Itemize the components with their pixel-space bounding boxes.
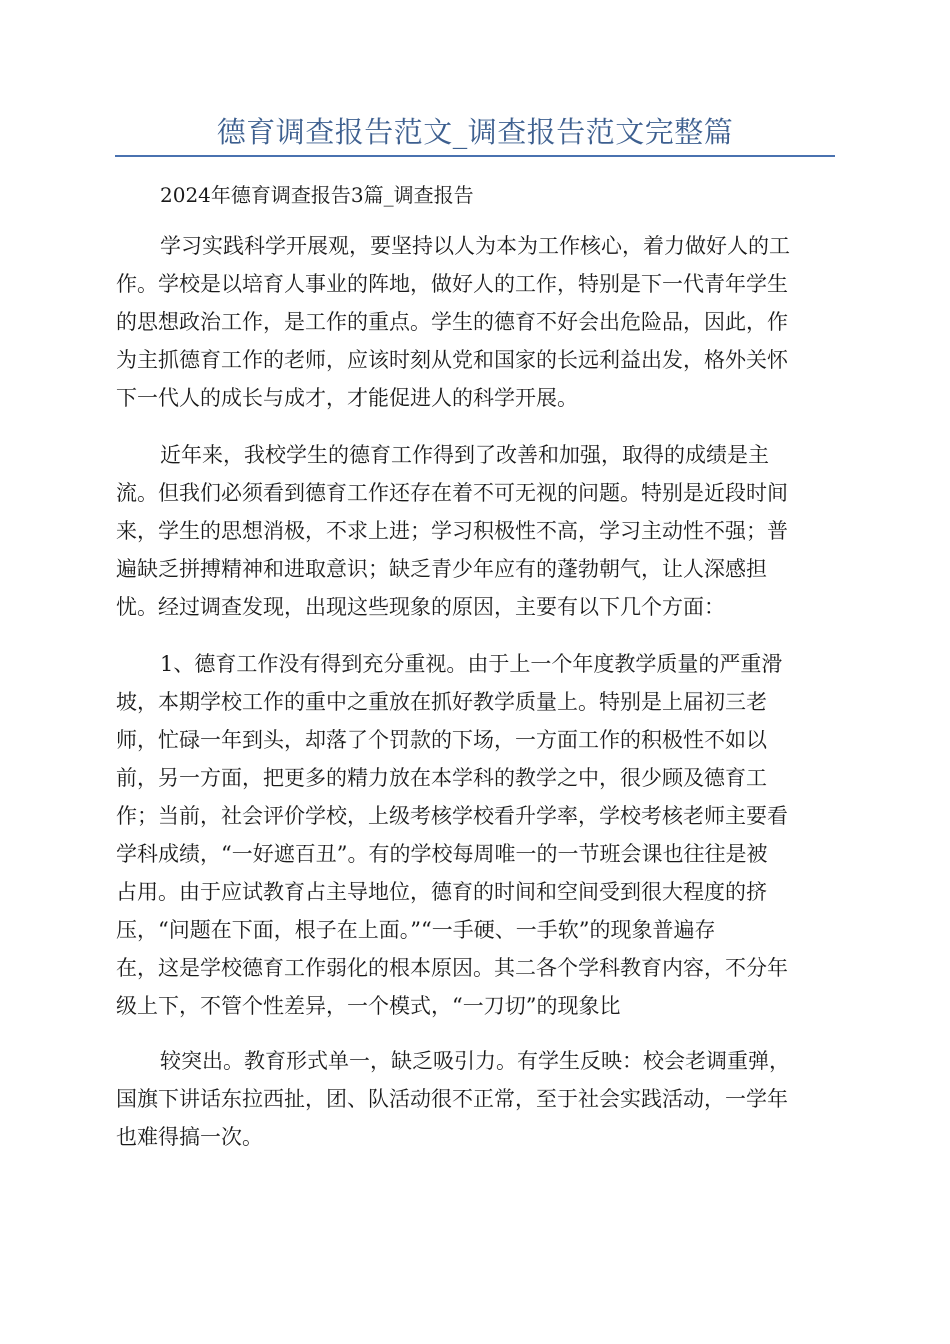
paragraph-line: 近年来，我校学生的德育工作得到了改善和加强，取得的成绩是主	[160, 443, 769, 467]
paragraph-line: 师，忙碌一年到头，却落了个罚款的下场，一方面工作的积极性不如以	[116, 728, 767, 752]
paragraph	[116, 645, 836, 1025]
document-subtitle: 2024年德育调查报告3篇_调查报告	[160, 183, 474, 207]
paragraph	[116, 436, 836, 626]
paragraph-line: 压，“问题在下面，根子在上面。”“一手硬、一手软”的现象普遍存	[116, 918, 716, 942]
paragraph-line: 下一代人的成长与成才，才能促进人的科学开展。	[116, 386, 578, 410]
document-title: 德育调查报告范文_调查报告范文完整篇	[216, 115, 734, 149]
paragraph-line: 忧。经过调查发现，出现这些现象的原因，主要有以下几个方面：	[116, 595, 725, 619]
paragraph-line: 在，这是学校德育工作弱化的根本原因。其二各个学科教育内容，不分年	[116, 956, 788, 980]
paragraph-line: 遍缺乏拼搏精神和进取意识；缺乏青少年应有的蓬勃朝气，让人深感担	[116, 557, 767, 581]
paragraph-line: 为主抓德育工作的老师，应该时刻从党和国家的长远利益出发，格外关怀	[116, 348, 788, 372]
paragraph-line: 作。学校是以培育人事业的阵地，做好人的工作，特别是下一代青年学生	[116, 272, 788, 296]
paragraph-line: 占用。由于应试教育占主导地位，德育的时间和空间受到很大程度的挤	[116, 880, 767, 904]
paragraph	[116, 227, 836, 417]
paragraph-line: 的思想政治工作，是工作的重点。学生的德育不好会出危险品，因此，作	[116, 310, 788, 334]
paragraph-line: 学科成绩，“一好遮百丑”。有的学校每周唯一的一节班会课也往往是被	[116, 842, 768, 866]
paragraph-line: 前，另一方面，把更多的精力放在本学科的教学之中，很少顾及德育工	[116, 766, 767, 790]
paragraph-line: 来，学生的思想消极，不求上进；学习积极性不高，学习主动性不强；普	[116, 519, 788, 543]
paragraph-line: 级上下，不管个性差异，一个模式，“一刀切”的现象比	[116, 994, 621, 1018]
paragraph-line: 较突出。教育形式单一，缺乏吸引力。有学生反映：校会老调重弹，	[160, 1049, 790, 1073]
paragraph-line: 国旗下讲话东拉西扯，团、队活动很不正常，至于社会实践活动，一学年	[116, 1087, 788, 1111]
paragraph-line: 也难得搞一次。	[116, 1125, 263, 1149]
paragraph-line: 作；当前，社会评价学校，上级考核学校看升学率，学校考核老师主要看	[116, 804, 788, 828]
paragraph-line: 学习实践科学开展观，要坚持以人为本为工作核心，着力做好人的工	[160, 234, 790, 258]
paragraph-line: 流。但我们必须看到德育工作还存在着不可无视的问题。特别是近段时间	[116, 481, 788, 505]
title-underline	[115, 155, 835, 157]
paragraph-line: 1、德育工作没有得到充分重视。由于上一个年度教学质量的严重滑	[160, 652, 783, 676]
paragraph	[116, 1042, 836, 1156]
paragraph-line: 坡，本期学校工作的重中之重放在抓好教学质量上。特别是上届初三老	[116, 690, 767, 714]
